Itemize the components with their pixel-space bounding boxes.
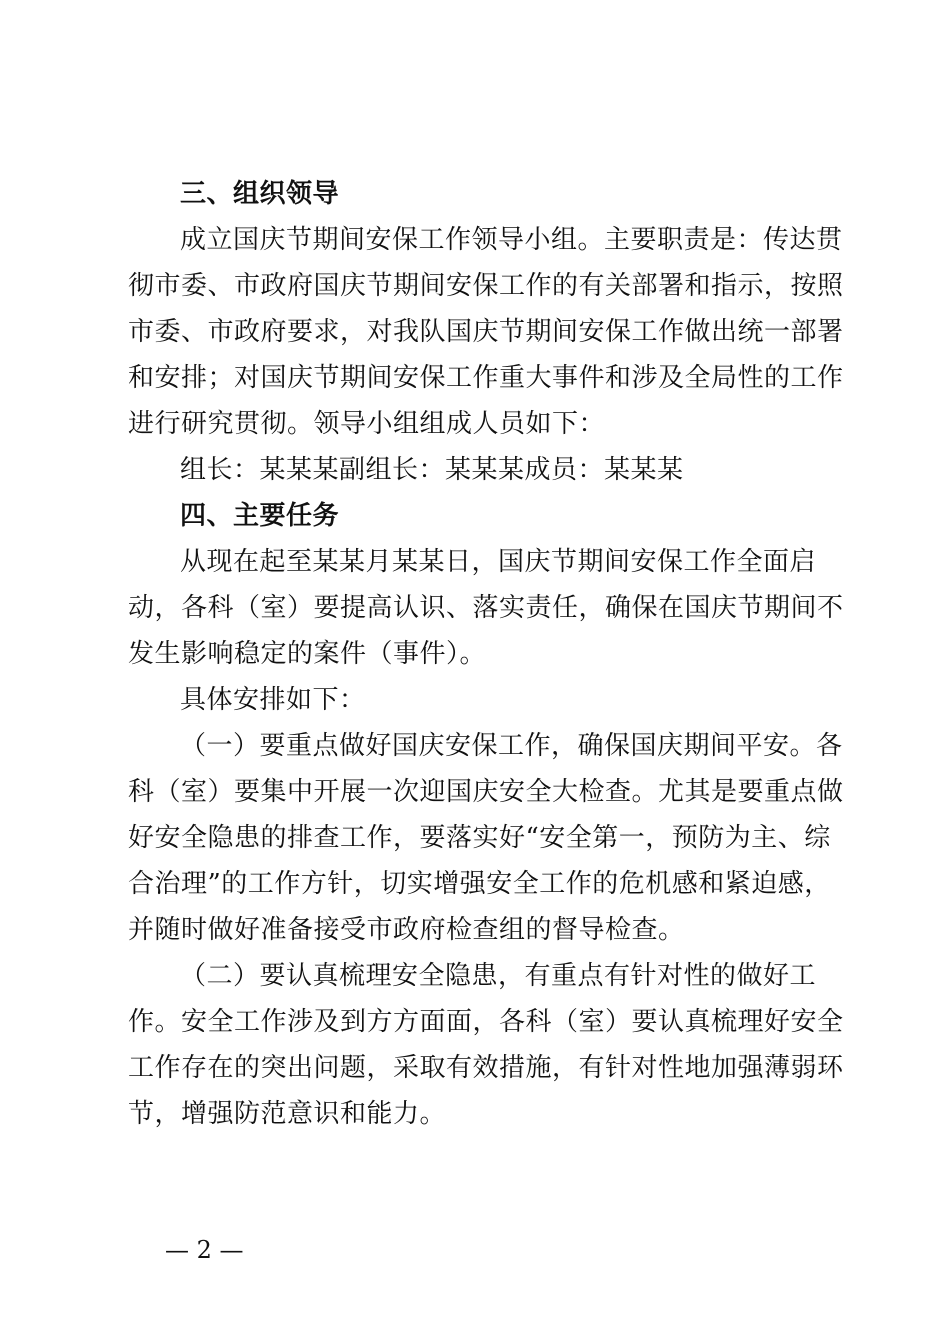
- paragraph-line: 成立国庆节期间安保工作领导小组。主要职责是：传达贯: [180, 225, 843, 255]
- paragraph-line: 并随时做好准备接受市政府检查组的督导检查。: [128, 915, 685, 945]
- paragraph-line: 从现在起至某某月某某日，国庆节期间安保工作全面启: [180, 547, 817, 577]
- paragraph-line: （二）要认真梳理安全隐患，有重点有针对性的做好工: [180, 961, 817, 991]
- paragraph-line: 动，各科（室）要提高认识、落实责任，确保在国庆节期间不: [128, 593, 844, 623]
- paragraph-line: 作。安全工作涉及到方方面面，各科（室）要认真梳理好安全: [128, 1007, 844, 1037]
- page-number: — 2 —: [165, 1236, 244, 1264]
- task-item-2: [128, 953, 844, 1137]
- section-3-heading: 三、组织领导: [180, 179, 340, 209]
- paragraph-line: 科（室）要集中开展一次迎国庆安全大检查。尤其是要重点做: [128, 777, 844, 807]
- section-4-heading: 四、主要任务: [180, 501, 340, 531]
- paragraph-line: 合治理”的工作方针，切实增强安全工作的危机感和紧迫感，: [128, 869, 831, 899]
- paragraph-line: 发生影响稳定的案件（事件）。: [128, 639, 487, 669]
- paragraph-line: （一）要重点做好国庆安保工作，确保国庆期间平安。各: [180, 731, 843, 761]
- task-item-1: [128, 723, 844, 953]
- document-body: [128, 171, 844, 1137]
- arrangement-line: 具体安排如下：: [180, 685, 366, 715]
- paragraph-line: 市委、市政府要求，对我队国庆节期间安保工作做出统一部署: [128, 317, 844, 347]
- leadership-members-line: 组长：某某某副组长：某某某成员：某某某: [180, 455, 684, 485]
- paragraph-line: 进行研究贯彻。领导小组组成人员如下：: [128, 409, 606, 439]
- paragraph-line: 节，增强防范意识和能力。: [128, 1099, 447, 1129]
- paragraph-line: 和安排；对国庆节期间安保工作重大事件和涉及全局性的工作: [128, 363, 844, 393]
- paragraph-line: 彻市委、市政府国庆节期间安保工作的有关部署和指示，按照: [128, 271, 844, 301]
- section-3-paragraph: [128, 217, 844, 447]
- paragraph-line: 好安全隐患的排查工作，要落实好“安全第一，预防为主、综: [128, 823, 831, 853]
- paragraph-line: 工作存在的突出问题，采取有效措施，有针对性地加强薄弱环: [128, 1053, 844, 1083]
- section-4-paragraph: [128, 539, 844, 677]
